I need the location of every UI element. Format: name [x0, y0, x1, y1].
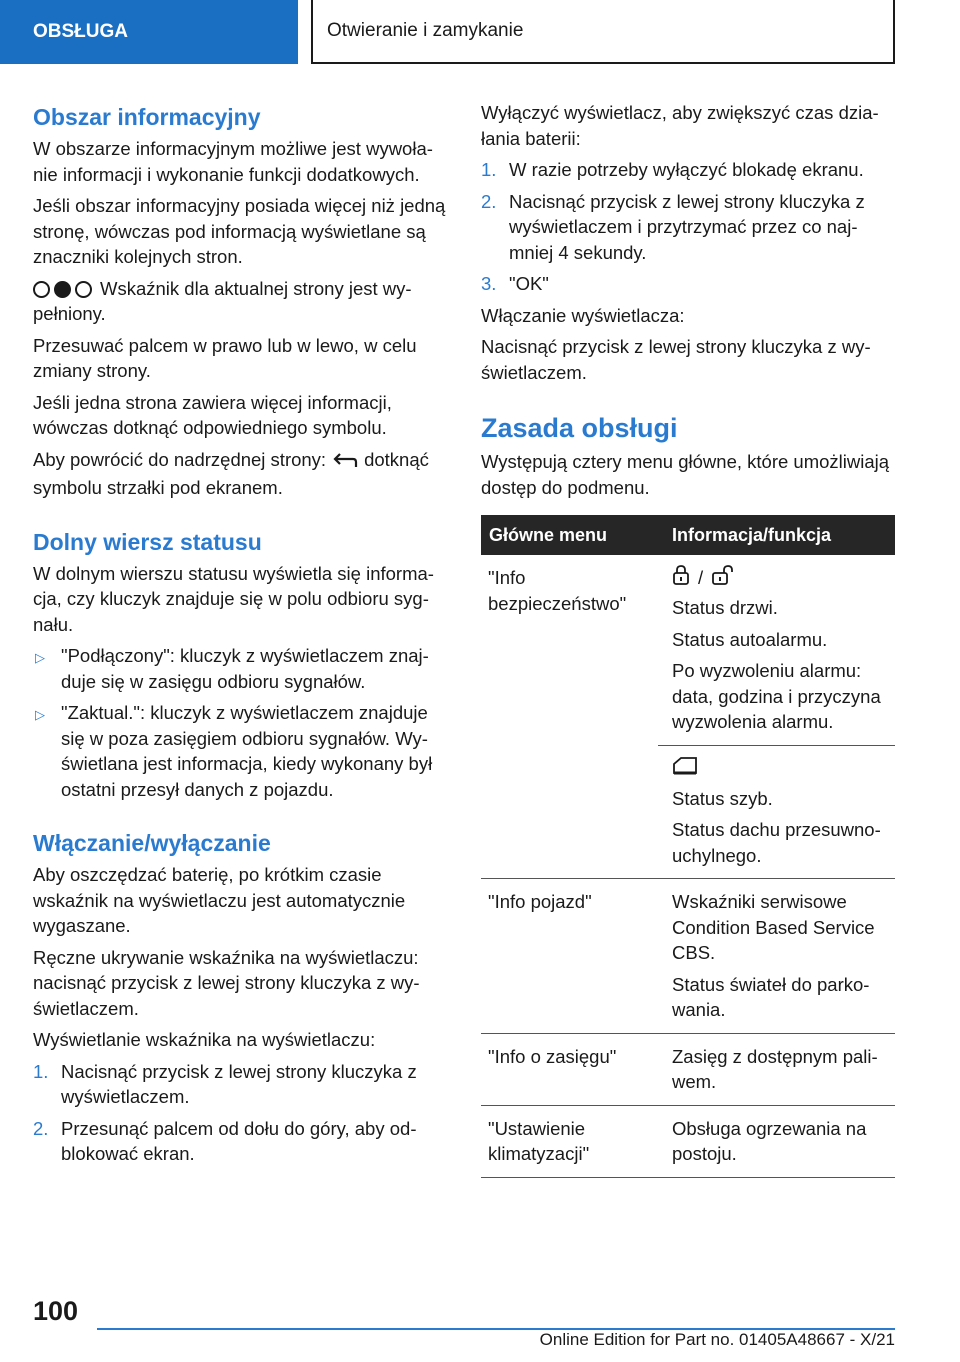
list-item	[33, 700, 447, 802]
paragraph: Jeśli jedna strona zawiera więcej informacji, wówczas dotknąć odpowiedniego symbolu.	[33, 391, 392, 438]
paragraph: Występują cztery menu główne, które umożliwiają dostęp do podmenu.	[481, 451, 890, 498]
list-item	[33, 1116, 447, 1167]
chapter-tab	[311, 0, 895, 64]
paragraph-text: Wskaźnik dla aktualnej strony jest wypełniony.	[33, 277, 412, 324]
back-arrow-icon	[332, 450, 358, 476]
principle-title: Zasada obsługi	[481, 413, 678, 443]
steps-list	[33, 1059, 447, 1167]
menu-table	[481, 515, 895, 1178]
dot-empty-icon	[75, 281, 92, 298]
paragraph: W obszarze informacyjnym możliwe jest wywołanie informacji i wykonanie funkcji dodatkowych.	[33, 138, 433, 185]
cell-text: Po wyzwoleniu alarmu: data, godzina i przyczyna wyzwolenia alarmu.	[672, 660, 881, 732]
cell-text: Wskaźniki serwisowe Condition Based Service CBS.	[672, 891, 875, 963]
table-row	[481, 1033, 895, 1105]
cell-text: Zasięg z dostępnym paliwem.	[672, 1045, 878, 1092]
paragraph	[33, 276, 447, 327]
window-icon-row	[672, 756, 887, 782]
step-number: 2.	[33, 1117, 49, 1139]
table-cell	[658, 555, 895, 745]
column-header: Główne menu	[481, 515, 658, 555]
status-list	[33, 643, 447, 802]
paragraph: Włączanie wyświetlacza:	[481, 304, 685, 326]
table-header-row	[481, 515, 895, 555]
page-number: 100	[33, 1296, 79, 1326]
list-item	[481, 157, 895, 183]
paragraph: Ręczne ukrywanie wskaźnika na wyświetlaczu: nacisnąć przycisk z lewej strony kluczyka z wyświetlaczem.	[33, 946, 420, 1019]
cell-text: "Ustawienie klimatyzacji"	[488, 1117, 590, 1164]
paragraph: Nacisnąć przycisk z lewej strony kluczyka z wyświetlaczem.	[481, 336, 871, 383]
cell-text: Status autoalarmu.	[672, 628, 828, 650]
column-header: Informacja/funkcja	[658, 515, 895, 555]
list-item-text: Przesunąć palcem od dołu do góry, aby odblokować ekran.	[61, 1117, 417, 1164]
dot-empty-icon	[33, 281, 50, 298]
dot-filled-icon	[54, 281, 71, 298]
list-item-text: Nacisnąć przycisk z lewej strony kluczyka z wyświetlaczem.	[61, 1060, 417, 1107]
cell-text: Status dachu przesuwno-uchylnego.	[672, 819, 881, 866]
paragraph: Jeśli obszar informacyjny posiada więcej niż jedną stronę, wówczas pod informacją wyświetlane są znaczniki kolejnych stron.	[33, 195, 446, 267]
paragraph: W dolnym wierszu statusu wyświetla się informacja, czy kluczyk znajduje się w polu odbioru sygnału.	[33, 562, 434, 635]
info-area-title: Obszar informacyjny	[33, 104, 261, 130]
table-cell	[481, 879, 658, 1034]
on-off-title: Włączanie/wyłączanie	[33, 830, 271, 856]
page-indicator-dots-icon	[33, 281, 92, 298]
cell-text: "Info o zasięgu"	[488, 1045, 617, 1067]
paragraph: Przesuwać palcem w prawo lub w lewo, w celu zmiany strony.	[33, 334, 417, 381]
list-item	[33, 643, 447, 694]
cell-text: Status świateł do parkowania.	[672, 973, 870, 1020]
list-item	[481, 189, 895, 266]
separator: /	[698, 567, 704, 589]
table-row	[481, 1105, 895, 1177]
lock-open-icon	[711, 564, 737, 593]
cell-text: Status drzwi.	[672, 597, 778, 618]
table-cell	[481, 1033, 658, 1105]
step-number: 1.	[33, 1060, 49, 1082]
paragraph-text: dotknąć symbolu strzałki pod ekranem.	[33, 448, 429, 498]
list-item-text: W razie potrzeby wyłączyć blokadę ekranu.	[509, 159, 864, 180]
list-item-text: "Zaktual.": kluczyk z wyświetlaczem znajduje się w poza zasięgiem odbioru sygnałów. Wyświetlana jest informacja, kiedy wykonany był ostatni przesył danych z pojazdu.	[61, 702, 433, 800]
step-number: 1.	[481, 159, 497, 180]
table-row	[481, 879, 895, 1034]
step-number: 3.	[481, 273, 497, 294]
right-column	[481, 100, 895, 506]
list-triangle-icon: ▷	[35, 650, 45, 665]
paragraph: Aby oszczędzać baterię, po krótkim czasie wskaźnik na wyświetlaczu jest automatycznie wygaszane.	[33, 864, 406, 936]
lock-icons	[672, 565, 887, 591]
list-item-text: Nacisnąć przycisk z lewej strony kluczyka z wyświetlaczem i przytrzymać przez co najmniej 4 sekundy.	[509, 190, 865, 263]
cell-text: "Info pojazd"	[488, 891, 592, 912]
cell-text: "Info bezpieczeństwo"	[488, 567, 627, 614]
table-cell	[481, 555, 658, 879]
step-number: 2.	[481, 190, 497, 212]
table-cell	[658, 745, 895, 879]
chapter-label: Otwieranie i zamykanie	[327, 20, 524, 41]
list-item	[33, 1059, 447, 1110]
left-column	[33, 100, 447, 1173]
steps-list	[481, 157, 895, 297]
section-label: OBSŁUGA	[33, 21, 128, 42]
table-row	[481, 555, 895, 745]
paragraph: Wyłączyć wyświetlacz, aby zwiększyć czas działania baterii:	[481, 102, 879, 149]
lock-closed-icon	[672, 564, 690, 593]
table-cell	[658, 1105, 895, 1177]
table-cell	[658, 879, 895, 1034]
section-tab	[0, 0, 298, 64]
paragraph-text: Aby powrócić do nadrzędnej strony:	[33, 448, 327, 470]
cell-text: Obsługa ogrzewania na postoju.	[672, 1117, 867, 1164]
table-cell	[481, 1105, 658, 1177]
paragraph	[33, 447, 447, 501]
list-item-text: "OK"	[509, 273, 549, 294]
paragraph: Wyświetlanie wskaźnika na wyświetlaczu:	[33, 1029, 376, 1050]
window-icon	[672, 755, 698, 782]
list-item-text: "Podłączony": kluczyk z wyświetlaczem znajduje się w zasięgu odbioru sygnałów.	[61, 645, 429, 692]
cell-text: Status szyb.	[672, 787, 773, 809]
list-item	[481, 271, 895, 297]
status-row-title: Dolny wiersz statusu	[33, 528, 262, 555]
list-triangle-icon: ▷	[35, 707, 45, 722]
table-cell	[658, 1033, 895, 1105]
footer-edition: Online Edition for Part no. 01405A48667 - X/21	[539, 1330, 895, 1349]
